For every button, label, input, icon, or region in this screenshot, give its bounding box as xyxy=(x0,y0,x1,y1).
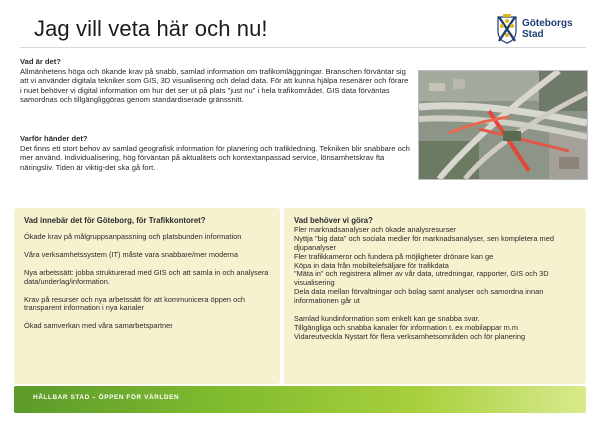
goteborgs-stad-logo xyxy=(496,14,586,46)
section-heading: Varför händer det? xyxy=(20,134,88,143)
title-divider xyxy=(20,47,586,48)
logo-line1: Göteborgs xyxy=(522,18,573,29)
impact-item: Krav på resurser och nya arbetssätt för att kommunicera öppen och transparent information i nya kanaler xyxy=(24,294,246,313)
section-text: Allmänhetens höga och ökande krav på snabb, samlad information om trafikomläggningar. Branschen förväntar sig att vi använder digitala tekniker som GIS, 3D visualisering och delad data. För att kunna hjälpa resenärer och förare i nuet behöver vi digital information om hur det ser ut på plats "just nu" i hela trafikområdet. GIS data förväntas samordnas och tillgängliggöras genom standardiserade gränssnitt. xyxy=(20,66,409,105)
impact-box xyxy=(14,208,280,384)
impact-item: Ökad samverkan med våra samarbetspartner xyxy=(24,321,173,331)
action-line: Fler trafikkameror och fundera på möjligheter drönare kan ge xyxy=(294,251,494,261)
impact-item: Nya arbetssätt: jobba strukturerad med GIS och att samla in och analysera data/underlag/information. xyxy=(24,267,269,286)
logo-line2: Stad xyxy=(522,29,544,40)
action-line: Samlad kundinformation som enkelt kan ge snabba svar. xyxy=(294,314,480,324)
action-line: Köpa in data från mobiltelefsäljare för trafikdata xyxy=(294,260,449,270)
actions-heading: Vad behöver vi göra? xyxy=(294,216,373,225)
action-line: Fler marknadsanalyser och ökade analysresurser xyxy=(294,224,456,234)
action-line: Vidareutveckla Nystart för flera verksamhetsområden och för planering xyxy=(294,331,526,341)
impact-item: Våra verksamhetssystem (IT) måste vara snabbare/mer moderna xyxy=(24,249,238,259)
section-text: Det finns ett stort behov av samlad geografisk information för planering och trafikledning. Tekniken blir snabbare och mer använd. Individualisering, hög förväntan på aktualitets och kontextanpassad service, lönsamhetskrav fta näringsliv. Tiden är viktig-det ska gå fort. xyxy=(20,143,410,172)
impact-heading: Vad innebär det för Göteborg, för Trafikkontoret? xyxy=(24,216,206,225)
footer-banner xyxy=(14,386,586,413)
aerial-traffic-photo xyxy=(418,70,588,180)
action-line: Dela data mellan förvaltningar och bolag samt analyser och samordna innan informationen går ut xyxy=(294,287,544,306)
action-line: Tillgängliga och snabba kanaler för information t. ex mobilappar m.m xyxy=(294,322,519,332)
section-what-is-it xyxy=(20,57,410,105)
actions-box xyxy=(284,208,586,384)
action-line: "Mäta in" och registrera allmer av vår data, utredningar, rapporter, GIS och 3D visualisering xyxy=(294,269,549,288)
banner-text: HÅLLBAR STAD – ÖPPEN FÖR VÄRLDEN xyxy=(33,394,180,401)
section-why xyxy=(20,134,413,172)
section-heading: Vad är det? xyxy=(20,57,61,66)
page-title: Jag vill veta här och nu! xyxy=(34,16,268,41)
impact-item: Ökade krav på målgruppsanpassning och platsbunden information xyxy=(24,231,242,241)
action-line: Nyttja "big data" och sociala medier för marknadsanalyser, sen kompletera med djupanalyser xyxy=(294,233,554,252)
city-crest-icon xyxy=(496,14,518,44)
